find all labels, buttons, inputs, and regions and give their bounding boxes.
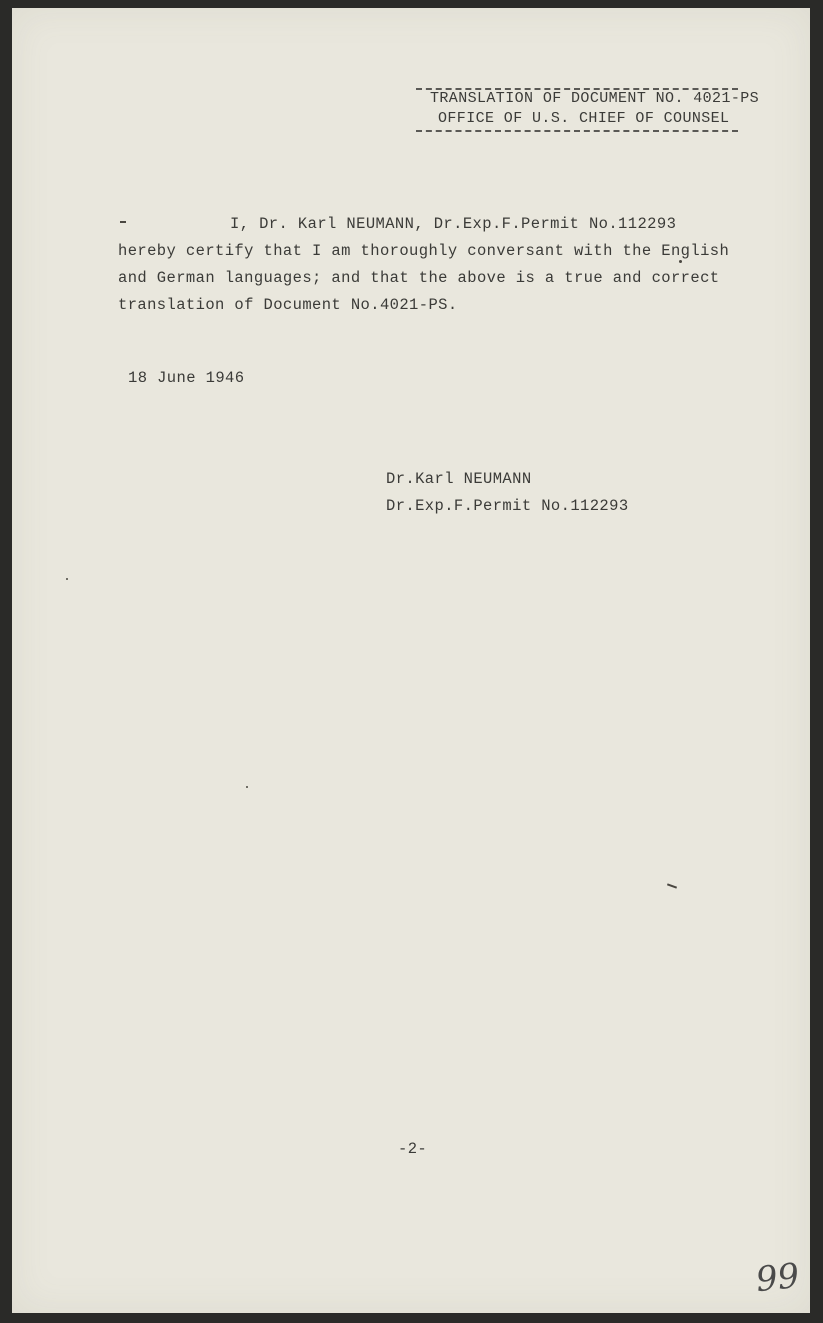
header-bottom-rule <box>416 130 738 132</box>
handwritten-folio-number: 99 <box>754 1255 802 1301</box>
signature-name: Dr.Karl NEUMANN <box>386 470 532 488</box>
header-office: OFFICE OF U.S. CHIEF OF COUNSEL <box>438 110 730 127</box>
paper-speck <box>246 786 248 788</box>
certification-line-1: I, Dr. Karl NEUMANN, Dr.Exp.F.Permit No.112293 <box>230 215 677 233</box>
translation-header-stamp <box>416 80 760 136</box>
certification-line-3: and German languages; and that the above is a true and correct <box>118 269 720 287</box>
paper-speck <box>66 578 68 580</box>
header-title: TRANSLATION OF DOCUMENT NO. 4021-PS <box>430 90 760 107</box>
paper-speck <box>120 221 126 223</box>
certification-line-4: translation of Document No.4021-PS. <box>118 296 458 314</box>
signature-permit: Dr.Exp.F.Permit No.112293 <box>386 497 629 515</box>
document-date: 18 June 1946 <box>128 369 245 387</box>
paper-speck <box>679 260 682 263</box>
document-page <box>12 8 810 1313</box>
paper-speck <box>667 883 677 888</box>
certification-line-2: hereby certify that I am thoroughly conversant with the English <box>118 242 730 260</box>
page-number: -2- <box>398 1140 428 1158</box>
